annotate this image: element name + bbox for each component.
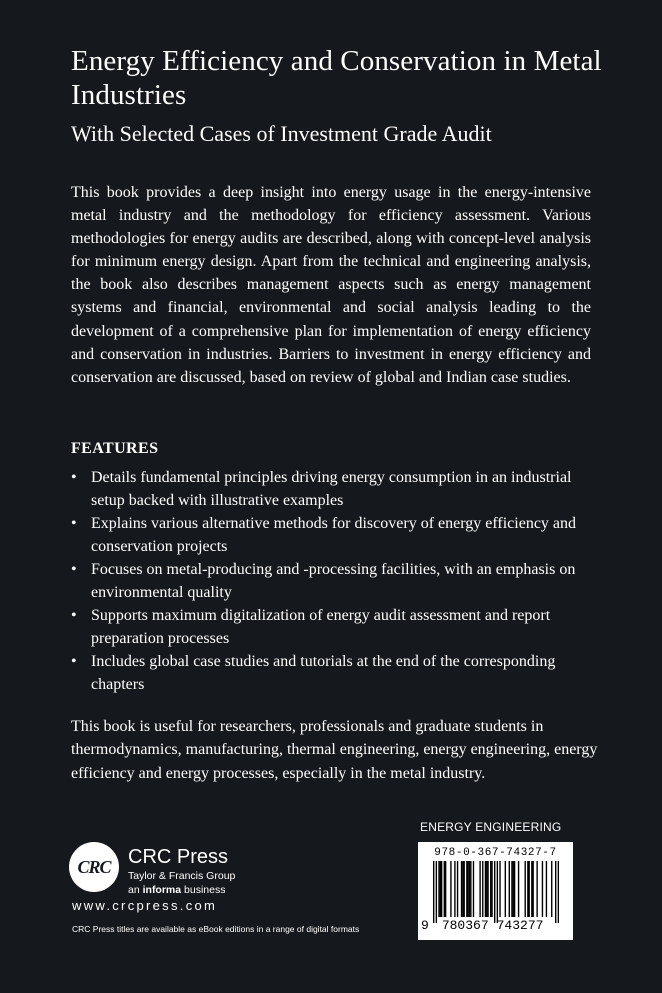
publisher-block [69,842,369,952]
ean-group-2: 743277 [496,918,544,933]
barcode-bar [486,861,487,917]
barcode-bar [482,861,483,917]
barcode-bar [457,861,458,917]
book-subtitle: With Selected Cases of Investment Grade Audit [71,121,492,146]
barcode-bar [441,861,442,917]
barcode-bar [491,861,492,917]
barcode-bar [473,861,474,917]
barcode-bar [518,861,519,917]
bullet-icon: • [71,469,77,486]
feature-text: Explains various alternative methods for discovery of energy efficiency and conservation projects [91,515,577,555]
barcode-bar [454,861,455,917]
barcode-bar [558,861,559,923]
barcode-digits [421,918,573,934]
barcode-bar [513,861,514,917]
barcode-bar [464,861,465,917]
barcode-bar [551,861,552,917]
barcode-bar [555,861,556,923]
book-description: This book provides a deep insight into energy usage in the energy-intensive metal industry and the methodology for efficiency assessment. Various methodologies for energy audits are described, along with concept-level analysis for minimum energy design. Apart from the technical and engineering analysis, the book also describes management aspects such as energy management systems and financial, environmental and social analysis leading to the development of a comprehensive plan for implementation of energy efficiency and conservation in industries. Barriers to investment in energy efficiency and conservation are discussed, based on review of global and Indian case studies. [71,184,591,386]
features-list [71,466,591,696]
barcode-bar [497,861,498,923]
bullet-icon: • [71,607,77,624]
ean-first-digit: 9 [421,918,429,933]
feature-text: Supports maximum digitalization of energy audit assessment and report preparation processes [91,607,551,647]
barcode-bar [542,861,543,917]
barcode-bar [505,861,506,917]
barcode-bar [461,861,462,917]
barcode-bar [528,861,529,917]
barcode-bar [466,861,467,917]
isbn-barcode [418,842,573,940]
barcode-bar [433,861,434,923]
barcode-bar [536,861,537,917]
barcode-bar [462,861,463,917]
book-title: Energy Efficiency and Conservation in Metal Industries [71,45,602,111]
barcode-bar [509,861,510,917]
publisher-name: CRC Press [128,846,229,868]
barcode-bar [514,861,515,917]
business-suffix: business [181,884,226,896]
subject-category: ENERGY ENGINEERING [420,820,562,834]
barcode-bar [438,861,439,917]
feature-item [71,650,591,696]
feature-text: Includes global case studies and tutorials at the end of the corresponding chapters [91,653,556,693]
publisher-group: Taylor & Francis Group [128,870,236,882]
isbn-text: 978-0-367-74327-7 [434,847,557,859]
bullet-icon: • [71,653,77,670]
barcode-bar [436,861,437,923]
bullet-icon: • [71,515,77,532]
business-prefix: an [128,884,143,896]
barcode-bar [450,861,451,917]
barcode-bar [479,861,480,917]
publisher-website[interactable]: www.crcpress.com [72,898,218,913]
features-heading: FEATURES [71,440,159,457]
barcode-bar [470,861,471,917]
crc-logo-icon: CRC [69,842,119,892]
audience-statement: This book is useful for researchers, professionals and graduate students in thermodynamics, manufacturing, thermal engineering, energy engineering, energy efficiency and energy processes, especially in the metal industry. [71,718,598,782]
barcode-bar [525,861,526,917]
business-brand: informa [142,884,182,896]
barcode-bar [531,861,532,917]
feature-text: Focuses on metal-producing and -processing facilities, with an emphasis on environmental quality [91,561,576,601]
feature-item [71,558,591,604]
feature-item [71,604,591,650]
barcode-bar [490,861,491,917]
feature-item [71,466,591,512]
bullet-icon: • [71,561,77,578]
ebook-note: CRC Press titles are available as eBook editions in a range of digital formats [72,924,360,934]
feature-text: Details fundamental principles driving energy consumption in an industrial setup backed with illustrative examples [91,469,572,509]
barcode-bar [469,861,470,917]
barcode-bar [511,861,512,917]
barcode-bar [467,861,468,917]
barcode-bar [445,861,446,917]
barcode-bar [487,861,488,917]
publisher-business-line [128,884,225,897]
ean-group-1: 780367 [441,918,489,933]
barcode-bar [527,861,528,917]
feature-item [71,512,591,558]
barcode-bar [546,861,547,917]
barcode-bar [499,861,500,917]
barcode-bars [433,861,559,923]
barcode-bar [532,861,533,917]
barcode-bar [494,861,495,923]
barcode-bar [444,861,445,917]
barcode-bar [440,861,441,917]
barcode-bar [485,861,486,917]
